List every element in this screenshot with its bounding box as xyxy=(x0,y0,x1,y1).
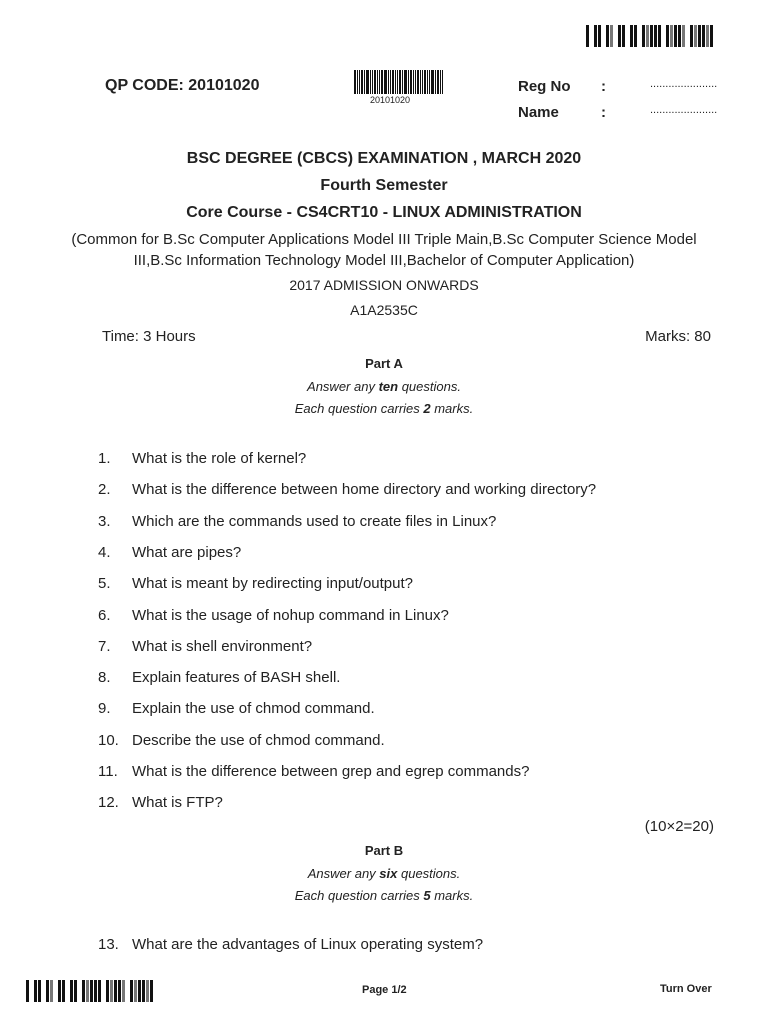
scan-code-bar xyxy=(146,980,149,1002)
barcode-bar xyxy=(442,70,443,94)
question-text: What is shell environment? xyxy=(132,637,313,655)
scan-code-bar xyxy=(34,980,37,1002)
common-line-1: (Common for B.Sc Computer Applications Model III Triple Main,B.Sc Computer Science Model xyxy=(71,231,697,248)
question-text: What is meant by redirecting input/output? xyxy=(132,575,413,593)
name-field: ...................... xyxy=(650,104,718,116)
scan-code-bar xyxy=(690,25,693,47)
barcode-bar xyxy=(427,70,428,94)
barcode-bar xyxy=(379,70,380,94)
question-number: 6. xyxy=(98,606,111,624)
scan-code-bar xyxy=(702,25,705,47)
qp-code: QP CODE: 20101020 xyxy=(105,77,260,94)
barcode-bar xyxy=(374,70,376,94)
barcode-bar xyxy=(437,70,439,94)
scan-code-bar xyxy=(670,25,673,47)
scan-code-bar xyxy=(626,25,629,47)
scan-code-bar xyxy=(686,25,689,47)
question-number: 2. xyxy=(98,481,111,499)
scan-code-bar xyxy=(646,25,649,47)
barcode-bar xyxy=(364,70,365,94)
name-label: Name xyxy=(518,104,559,121)
scan-code-bar xyxy=(634,25,637,47)
scan-code-bar xyxy=(618,25,621,47)
scan-code-bar xyxy=(698,25,701,47)
barcode-bar xyxy=(395,70,396,94)
scan-code-bar xyxy=(602,25,605,47)
scan-code-bar xyxy=(658,25,661,47)
barcode-bar xyxy=(402,70,403,94)
barcode-bar xyxy=(415,70,416,94)
scan-code-bar xyxy=(598,25,601,47)
question-number: 8. xyxy=(98,669,111,687)
question-number: 11. xyxy=(98,763,118,780)
scan-code-bar xyxy=(102,980,105,1002)
scan-code-bar xyxy=(706,25,709,47)
scan-code-bar xyxy=(122,980,125,1002)
scan-code-bar xyxy=(38,980,41,1002)
barcode-bar xyxy=(390,70,391,94)
barcode-bar xyxy=(384,70,387,94)
scan-code-bar xyxy=(110,980,113,1002)
scan-code-bar xyxy=(58,980,61,1002)
exam-code: A1A2535C xyxy=(350,302,418,318)
scan-code-bar xyxy=(710,25,713,47)
barcode-bar xyxy=(361,70,363,94)
question-number: 3. xyxy=(98,512,111,530)
scan-code-bar xyxy=(86,980,89,1002)
question-text: What is FTP? xyxy=(132,794,223,812)
question-number: 9. xyxy=(98,700,111,718)
barcode-bar xyxy=(357,70,358,94)
scan-code-bar xyxy=(82,980,85,1002)
question-text: What is the usage of nohup command in Linux? xyxy=(132,606,449,624)
scan-code-bar xyxy=(630,25,633,47)
page-number: Page 1/2 xyxy=(362,984,407,996)
reg-no-colon: : xyxy=(601,78,606,95)
scan-code-bar xyxy=(26,980,29,1002)
part-b-instruction-2: Each question carries 5 marks. xyxy=(294,888,474,903)
barcode-bar xyxy=(366,70,369,94)
question-number: 7. xyxy=(98,637,111,655)
scan-code-bar xyxy=(586,25,589,47)
scan-code-bar xyxy=(650,25,653,47)
question-number: 13. xyxy=(98,936,119,953)
qp-barcode xyxy=(354,70,444,94)
barcode-bar xyxy=(440,70,441,94)
scan-code-bar xyxy=(666,25,669,47)
scan-code-bar xyxy=(94,980,97,1002)
bottom-scan-code xyxy=(26,980,156,1002)
scan-code-bar xyxy=(150,980,153,1002)
name-colon: : xyxy=(601,104,606,121)
scan-code-bar xyxy=(46,980,49,1002)
scan-code-bar xyxy=(118,980,121,1002)
admission: 2017 ADMISSION ONWARDS xyxy=(289,277,479,293)
scan-code-bar xyxy=(654,25,657,47)
question-text: What is the difference between grep and egrep commands? xyxy=(132,763,530,780)
scan-code-bar xyxy=(594,25,597,47)
scan-code-bar xyxy=(642,25,645,47)
barcode-bar xyxy=(420,70,421,94)
barcode-bar xyxy=(435,70,436,94)
barcode-bar xyxy=(422,70,423,94)
scan-code-bar xyxy=(98,980,101,1002)
semester: Fourth Semester xyxy=(320,177,448,194)
question-text: What are the advantages of Linux operating system? xyxy=(132,936,484,953)
scan-code-bar xyxy=(138,980,141,1002)
scan-code-bar xyxy=(590,25,593,47)
barcode-bar xyxy=(388,70,389,94)
top-scan-code xyxy=(586,25,716,47)
exam-title: BSC DEGREE (CBCS) EXAMINATION , MARCH 2020 xyxy=(186,150,582,167)
scan-code-bar xyxy=(614,25,617,47)
scan-code-bar xyxy=(674,25,677,47)
scan-code-bar xyxy=(142,980,145,1002)
scan-code-bar xyxy=(114,980,117,1002)
part-a-total: (10×2=20) xyxy=(644,818,714,835)
question-number: 10. xyxy=(98,731,119,749)
barcode-bar xyxy=(370,70,371,94)
scan-code-bar xyxy=(42,980,45,1002)
time: Time: 3 Hours xyxy=(102,328,196,345)
part-a-instruction-2: Each question carries 2 marks. xyxy=(294,401,474,416)
barcode-bar xyxy=(404,70,407,94)
scan-code-bar xyxy=(54,980,57,1002)
turn-over: Turn Over xyxy=(660,983,712,995)
course-title: Core Course - CS4CRT10 - LINUX ADMINISTRATION xyxy=(186,204,582,221)
question-text: Which are the commands used to create files in Linux? xyxy=(132,512,497,530)
scan-code-bar xyxy=(50,980,53,1002)
question-text: What are pipes? xyxy=(132,543,242,561)
scan-code-bar xyxy=(126,980,129,1002)
scan-code-bar xyxy=(678,25,681,47)
barcode-number: 20101020 xyxy=(370,95,411,105)
barcode-bar xyxy=(399,70,401,94)
part-b-title: Part B xyxy=(364,843,404,858)
scan-code-bar xyxy=(682,25,685,47)
part-a-instruction-1: Answer any ten questions. xyxy=(307,379,461,394)
scan-code-bar xyxy=(78,980,81,1002)
question-number: 12. xyxy=(98,794,119,812)
part-a-title: Part A xyxy=(365,356,403,371)
scan-code-bar xyxy=(694,25,697,47)
question-text: Describe the use of chmod command. xyxy=(132,731,385,749)
scan-code-bar xyxy=(638,25,641,47)
question-number: 4. xyxy=(98,543,111,561)
barcode-bar xyxy=(429,70,430,94)
scan-code-bar xyxy=(30,980,33,1002)
barcode-bar xyxy=(397,70,398,94)
scan-code-bar xyxy=(130,980,133,1002)
reg-no-field: ...................... xyxy=(650,78,718,90)
barcode-bar xyxy=(381,70,383,94)
scan-code-bar xyxy=(74,980,77,1002)
scan-code-bar xyxy=(90,980,93,1002)
barcode-bar xyxy=(413,70,414,94)
barcode-bar xyxy=(372,70,373,94)
reg-no-label: Reg No xyxy=(518,78,571,95)
barcode-bar xyxy=(359,70,360,94)
scan-code-bar xyxy=(622,25,625,47)
barcode-bar xyxy=(408,70,409,94)
question-text: Explain features of BASH shell. xyxy=(132,669,341,687)
marks: Marks: 80 xyxy=(645,328,711,345)
barcode-bar xyxy=(392,70,394,94)
scan-code-bar xyxy=(70,980,73,1002)
question-text: What is the role of kernel? xyxy=(132,450,307,467)
scan-code-bar xyxy=(66,980,69,1002)
barcode-bar xyxy=(354,70,356,94)
barcode-bar xyxy=(410,70,412,94)
scan-code-bar xyxy=(606,25,609,47)
scan-code-bar xyxy=(610,25,613,47)
question-number: 5. xyxy=(98,575,111,593)
barcode-bar xyxy=(424,70,426,94)
scan-code-bar xyxy=(134,980,137,1002)
common-line-2: III,B.Sc Information Technology Model III,Bachelor of Computer Application) xyxy=(133,252,635,269)
barcode-bar xyxy=(417,70,419,94)
question-text: Explain the use of chmod command. xyxy=(132,700,375,718)
scan-code-bar xyxy=(106,980,109,1002)
part-b-instruction-1: Answer any six questions. xyxy=(307,866,461,881)
barcode-bar xyxy=(431,70,434,94)
scan-code-bar xyxy=(62,980,65,1002)
scan-code-bar xyxy=(662,25,665,47)
question-text: What is the difference between home directory and working directory? xyxy=(132,481,597,499)
question-number: 1. xyxy=(98,450,111,467)
barcode-bar xyxy=(377,70,378,94)
